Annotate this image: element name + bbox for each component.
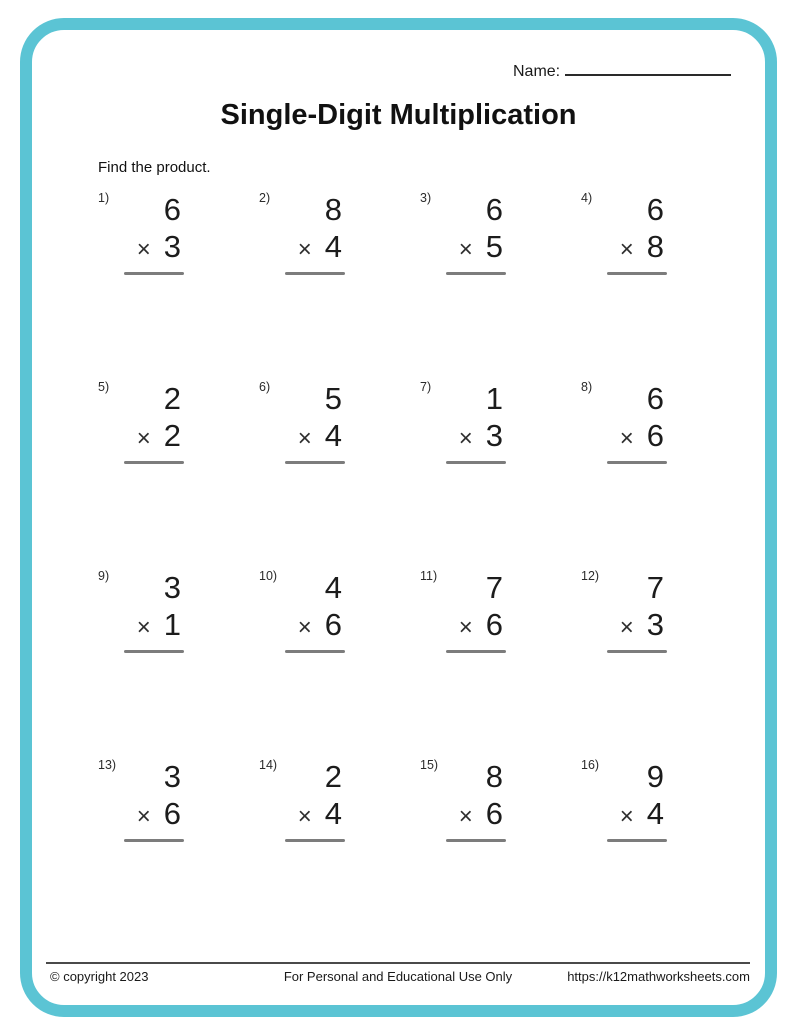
problem-cell (259, 757, 345, 946)
top-operand: 8 (324, 192, 342, 227)
bottom-operand: 6 (324, 607, 342, 642)
name-blank-line (565, 59, 731, 76)
answer-line (446, 839, 506, 842)
top-operand: 1 (485, 381, 503, 416)
bottom-operand-row (259, 795, 345, 835)
problem-cell (420, 568, 506, 757)
problem-number: 14) (259, 758, 278, 772)
top-operand: 6 (163, 192, 181, 227)
bottom-operand: 4 (324, 796, 342, 831)
multiply-sign: × (619, 236, 634, 263)
problem-numbers (98, 379, 184, 464)
multiply-sign: × (297, 425, 312, 452)
answer-line (607, 272, 667, 275)
problem-number: 13) (98, 758, 117, 772)
problem-cell (581, 568, 667, 757)
bottom-operand-row (581, 795, 667, 835)
top-operand: 7 (646, 570, 664, 605)
multiply-sign: × (458, 425, 473, 452)
multiply-sign: × (458, 614, 473, 641)
bottom-operand-row (581, 228, 667, 268)
bottom-operand-row (420, 228, 506, 268)
answer-line (446, 272, 506, 275)
problem-cell (420, 190, 506, 379)
multiply-sign: × (458, 236, 473, 263)
multiply-sign: × (136, 803, 151, 830)
problem-cell (259, 379, 345, 568)
answer-line (285, 839, 345, 842)
top-operand: 8 (485, 759, 503, 794)
problem-numbers (420, 379, 506, 464)
footer-copyright: © copyright 2023 (50, 969, 149, 984)
problem-numbers (581, 379, 667, 464)
bottom-operand-row (581, 417, 667, 457)
multiply-sign: × (458, 803, 473, 830)
problem-cell (420, 757, 506, 946)
bottom-operand-row (98, 795, 184, 835)
bottom-operand: 4 (324, 418, 342, 453)
bottom-operand: 6 (163, 796, 181, 831)
problem-cell (581, 757, 667, 946)
problem-number: 6) (259, 380, 271, 394)
bottom-operand: 6 (485, 607, 503, 642)
problem-cell (98, 190, 184, 379)
answer-line (124, 839, 184, 842)
answer-line (124, 650, 184, 653)
answer-line (124, 461, 184, 464)
footer (46, 969, 750, 987)
problem-number: 10) (259, 569, 278, 583)
bottom-operand-row (420, 606, 506, 646)
bottom-operand-row (420, 795, 506, 835)
bottom-operand: 1 (163, 607, 181, 642)
footer-divider (46, 962, 750, 964)
problem-number: 16) (581, 758, 600, 772)
problem-number: 15) (420, 758, 439, 772)
problem-numbers (98, 190, 184, 275)
bottom-operand-row (98, 606, 184, 646)
multiply-sign: × (136, 236, 151, 263)
problem-numbers (420, 190, 506, 275)
answer-line (446, 650, 506, 653)
problem-cell (98, 379, 184, 568)
multiply-sign: × (619, 425, 634, 452)
multiply-sign: × (136, 614, 151, 641)
top-operand: 6 (646, 381, 664, 416)
footer-url: https://k12mathworksheets.com (567, 969, 750, 984)
answer-line (607, 461, 667, 464)
top-operand: 2 (324, 759, 342, 794)
bottom-operand-row (581, 606, 667, 646)
bottom-operand: 2 (163, 418, 181, 453)
problem-number: 5) (98, 380, 110, 394)
bottom-operand-row (259, 417, 345, 457)
top-operand: 3 (163, 570, 181, 605)
top-operand: 3 (163, 759, 181, 794)
top-operand: 9 (646, 759, 664, 794)
problem-cell (581, 190, 667, 379)
instructions-text: Find the product. (98, 159, 211, 176)
problem-number: 1) (98, 191, 110, 205)
bottom-operand-row (420, 417, 506, 457)
page-title: Single-Digit Multiplication (220, 99, 577, 131)
answer-line (285, 461, 345, 464)
problem-cell (420, 379, 506, 568)
bottom-operand-row (98, 417, 184, 457)
top-operand: 4 (324, 570, 342, 605)
multiply-sign: × (136, 425, 151, 452)
bottom-operand: 3 (163, 229, 181, 264)
multiply-sign: × (619, 614, 634, 641)
problem-cell (581, 379, 667, 568)
problem-number: 9) (98, 569, 110, 583)
problem-number: 2) (259, 191, 271, 205)
problem-cell (259, 568, 345, 757)
problem-cell (98, 568, 184, 757)
problem-numbers (581, 190, 667, 275)
problem-number: 7) (420, 380, 432, 394)
problem-number: 12) (581, 569, 600, 583)
top-operand: 6 (646, 192, 664, 227)
top-operand: 6 (485, 192, 503, 227)
bottom-operand: 8 (646, 229, 664, 264)
answer-line (446, 461, 506, 464)
problem-number: 11) (420, 569, 438, 583)
problem-numbers (259, 379, 345, 464)
bottom-operand: 5 (485, 229, 503, 264)
multiply-sign: × (619, 803, 634, 830)
multiply-sign: × (297, 803, 312, 830)
bottom-operand: 6 (646, 418, 664, 453)
problem-number: 4) (581, 191, 593, 205)
problems-grid (98, 190, 742, 946)
footer-usage-text: For Personal and Educational Use Only (283, 969, 513, 984)
answer-line (285, 272, 345, 275)
problem-cell (259, 190, 345, 379)
problem-number: 8) (581, 380, 593, 394)
answer-line (607, 839, 667, 842)
problem-numbers (98, 568, 184, 653)
bottom-operand: 4 (324, 229, 342, 264)
top-operand: 5 (324, 381, 342, 416)
name-field (513, 59, 731, 81)
multiply-sign: × (297, 236, 312, 263)
problem-number: 3) (420, 191, 432, 205)
bottom-operand-row (98, 228, 184, 268)
bottom-operand: 3 (485, 418, 503, 453)
bottom-operand-row (259, 228, 345, 268)
bottom-operand: 3 (646, 607, 664, 642)
name-label: Name: (513, 63, 561, 80)
answer-line (607, 650, 667, 653)
answer-line (285, 650, 345, 653)
multiply-sign: × (297, 614, 312, 641)
top-operand: 2 (163, 381, 181, 416)
bottom-operand: 6 (485, 796, 503, 831)
top-operand: 7 (485, 570, 503, 605)
problem-cell (98, 757, 184, 946)
answer-line (124, 272, 184, 275)
problem-numbers (259, 190, 345, 275)
bottom-operand: 4 (646, 796, 664, 831)
bottom-operand-row (259, 606, 345, 646)
